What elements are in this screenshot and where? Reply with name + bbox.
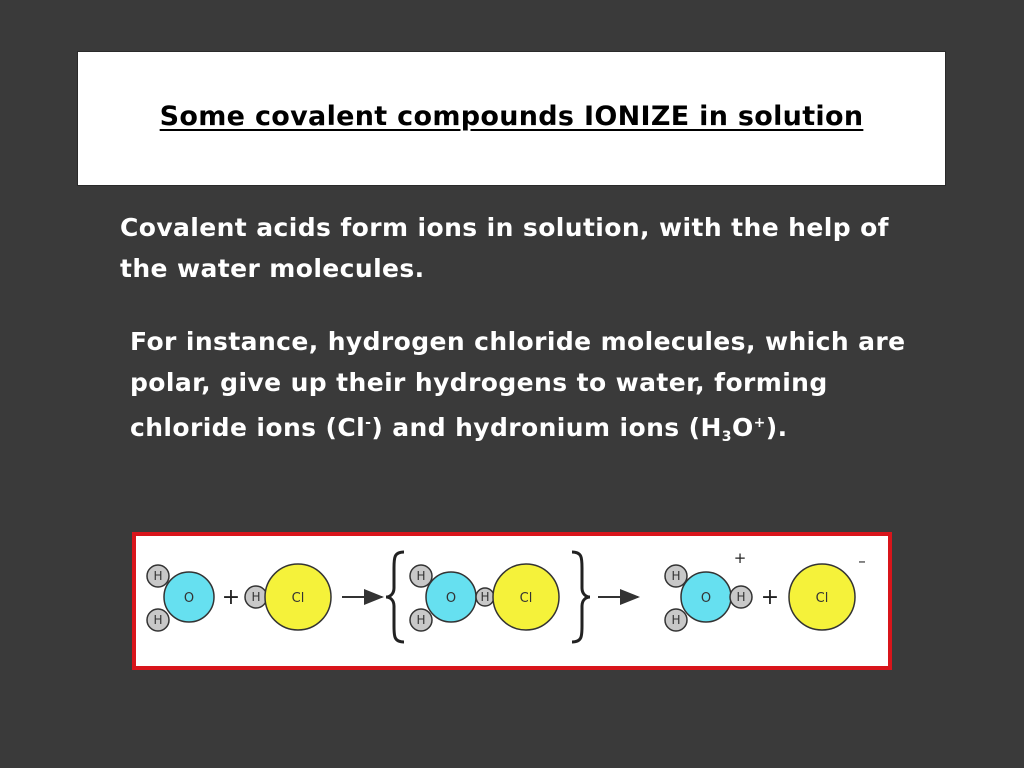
hydrogen-label: H — [671, 569, 681, 583]
oxygen-label: O — [445, 591, 457, 606]
right-brace — [572, 552, 590, 642]
paragraph2-part3: O — [731, 413, 754, 442]
slide-title: Some covalent compounds IONIZE in solution — [159, 101, 864, 132]
hydrogen-label: H — [736, 590, 746, 604]
hydrogen-label: H — [480, 590, 490, 604]
hydrogen-label: H — [671, 613, 681, 627]
chloride-charge: - — [365, 415, 372, 431]
hydrogen-label: H — [416, 613, 426, 627]
reaction-svg — [136, 536, 888, 666]
ionization-diagram — [132, 532, 892, 670]
paragraph2-part4: ). — [765, 413, 788, 442]
oxygen-label: O — [183, 591, 195, 606]
intermediate-complex — [410, 564, 559, 631]
hydronium-ion — [665, 549, 752, 631]
left-brace — [386, 552, 404, 642]
paragraph2-part1: For instance, hydrogen chloride molecules, which are polar, give up their hydrogens to water, forming chloride ions (Cl — [130, 327, 906, 442]
hydrogen-label: H — [416, 569, 426, 583]
hydrogen-label: H — [153, 613, 163, 627]
plus-sign: + — [760, 585, 780, 610]
title-box — [77, 51, 946, 186]
hydrogen-chloride-molecule — [245, 564, 331, 630]
positive-charge: + — [733, 549, 747, 567]
oxygen-label: O — [700, 591, 712, 606]
paragraph-covalent-acids: Covalent acids form ions in solution, with the help of the water molecules. — [120, 213, 889, 283]
water-molecule-1 — [147, 565, 214, 631]
hydrogen-label: H — [251, 590, 261, 604]
hydronium-subscript: 3 — [721, 429, 732, 445]
paragraph-hydrogen-chloride — [130, 321, 930, 458]
paragraph2-part2: ) and hydronium ions (H — [371, 413, 722, 442]
negative-charge: – — [858, 552, 866, 570]
hydrogen-label: H — [153, 569, 163, 583]
chlorine-label: Cl — [291, 591, 305, 606]
chloride-ion — [789, 552, 866, 630]
hydronium-charge: + — [753, 415, 766, 431]
chlorine-label: Cl — [519, 591, 533, 606]
plus-sign: + — [221, 585, 241, 610]
chlorine-label: Cl — [815, 591, 829, 606]
